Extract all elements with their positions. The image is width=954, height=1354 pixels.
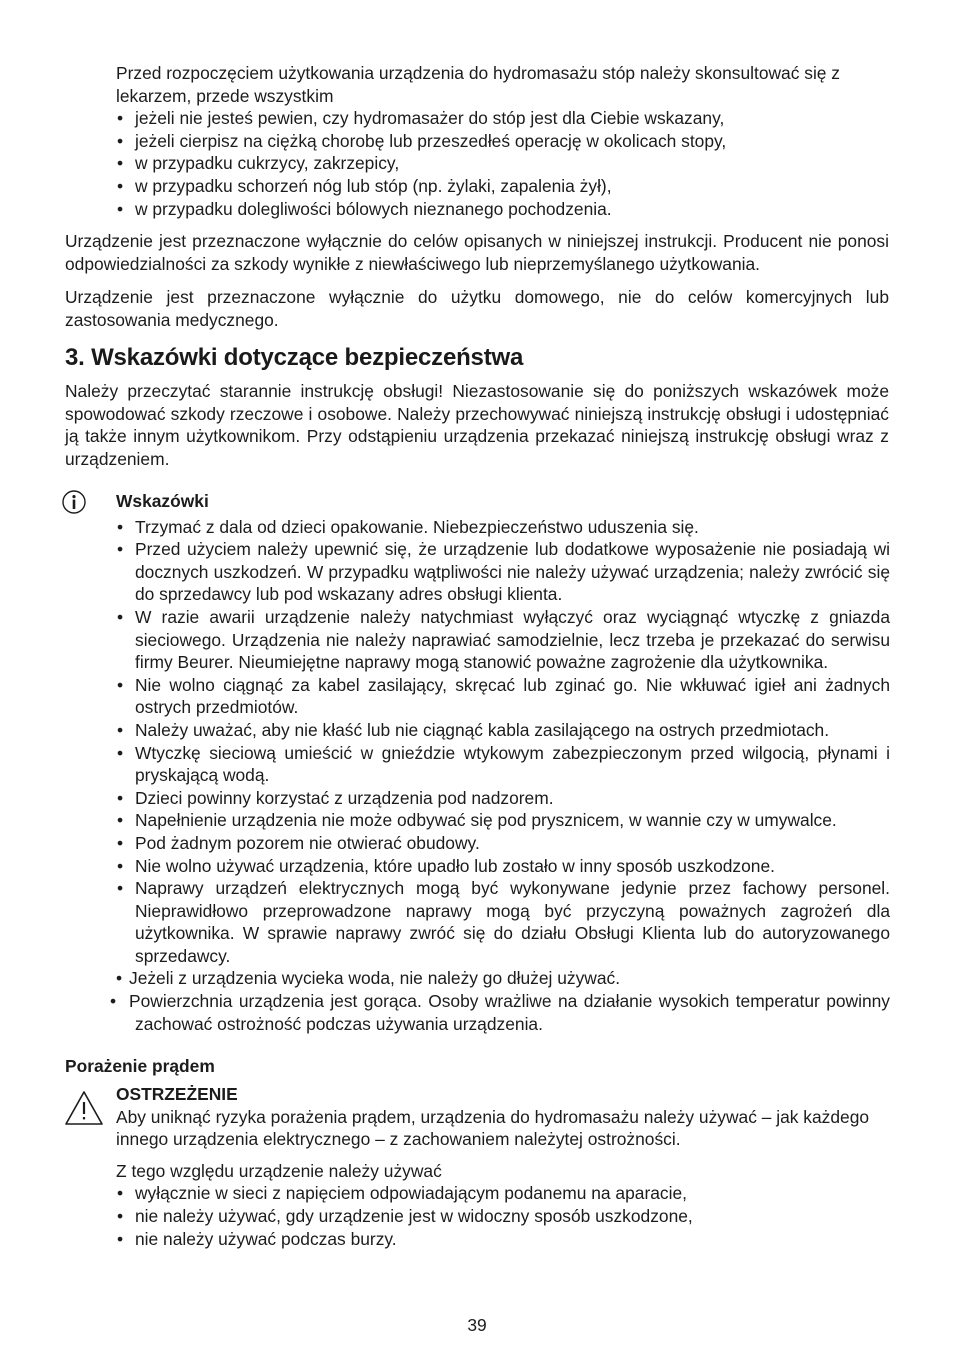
- list-item: • Nie wolno ciągnąć za kabel zasilający, skręcać lub zginać go. Nie wkłuwać igieł ani żadnych ostrych przedmiotów.: [116, 674, 890, 719]
- notes-title: Wskazówki: [116, 491, 209, 511]
- notes-list-tight: [116, 967, 890, 1035]
- list-item: • jeżeli nie jesteś pewien, czy hydromasażer do stóp jest dla Ciebie wskazany,: [116, 107, 890, 130]
- notes-list: [116, 516, 890, 968]
- list-item: • w przypadku schorzeń nóg lub stóp (np. żylaki, zapalenia żył),: [116, 175, 890, 198]
- shock-list: [116, 1182, 890, 1250]
- list-item: • Jeżeli z urządzenia wycieka woda, nie należy go dłużej używać.: [116, 967, 890, 990]
- list-item: • Pod żadnym pozorem nie otwierać obudowy.: [116, 832, 890, 855]
- purpose-paragraph: Urządzenie jest przeznaczone wyłącznie do celów opisanych w niniejszej instrukcji. Producent nie ponosi odpowiedzialności za szkody wynikłe z niewłaściwego lub nieprzemyślanego użytkowania.: [65, 231, 889, 274]
- notes-block: [116, 490, 890, 1035]
- shock-subheading: Porażenie prądem: [65, 1056, 215, 1076]
- list-item: • W razie awarii urządzenie należy natychmiast wyłączyć oraz wyciągnąć wtyczkę z gniazda sieciowego. Urządzenia nie należy naprawiać samodzielnie, lecz trzeba je przekazać do serwisu firmy Beurer. Nieumiejętne naprawy mogą stanowić poważne zagrożenie dla użytkownika.: [116, 606, 890, 674]
- home-use-paragraph: Urządzenie jest przeznaczone wyłącznie do użytku domowego, nie do celów komercyjnych lub zastosowania medycznego.: [65, 287, 889, 330]
- list-item: • Przed użyciem należy upewnić się, że urządzenie lub dodatkowe wyposażenie nie posiadają wi docznych uszkodzeń. W przypadku wątpliwości nie należy używać urządzenia; należy zwrócić się do sprzedawcy lub pod wskazany adres obsługi klienta.: [116, 538, 890, 606]
- warning-icon: [64, 1090, 104, 1126]
- list-item: • Wtyczkę sieciową umieścić w gnieździe wtykowym zabezpieczonym przed wilgocią, płynami i pryskającą wodą.: [116, 742, 890, 787]
- list-item: • nie należy używać, gdy urządzenie jest w widoczny sposób uszkodzone,: [116, 1205, 890, 1228]
- list-item: • w przypadku dolegliwości bólowych nieznanego pochodzenia.: [116, 198, 890, 221]
- list-item: • nie należy używać podczas burzy.: [116, 1228, 890, 1251]
- intro-list: [116, 107, 890, 220]
- list-item: • wyłącznie w sieci z napięciem odpowiadającym podanemu na aparacie,: [116, 1182, 890, 1205]
- list-item: • jeżeli cierpisz na ciężką chorobę lub przeszedłeś operację w okolicach stopy,: [116, 130, 890, 153]
- list-item: • Należy uważać, aby nie kłaść lub nie ciągnąć kabla zasilającego na ostrych przedmiotach.: [116, 719, 890, 742]
- list-item: • Napełnienie urządzenia nie może odbywać się pod prysznicem, w wannie czy w umywalce.: [116, 809, 890, 832]
- warning-text: Aby uniknąć ryzyka porażenia prądem, urządzenia do hydromasażu należy używać – jak każdego innego urządzenia elektrycznego – z zachowaniem należytej ostrożności.: [116, 1106, 870, 1150]
- info-icon: [62, 490, 86, 514]
- warning-title: OSTRZEŻENIE: [116, 1084, 238, 1104]
- page-number: 39: [467, 1315, 487, 1335]
- list-item: • Nie wolno używać urządzenia, które upadło lub zostało w inny sposób uszkodzone.: [116, 855, 890, 878]
- shock-lead: Z tego względu urządzenie należy używać: [116, 1160, 442, 1181]
- list-item: • Trzymać z dala od dzieci opakowanie. Niebezpieczeństwo uduszenia się.: [116, 516, 890, 539]
- intro-text: Przed rozpoczęciem użytkowania urządzenia do hydromasażu stóp należy skonsultować się z lekarzem, przede wszystkim: [116, 63, 841, 106]
- intro-block: [116, 62, 890, 220]
- list-item: • Dzieci powinny korzystać z urządzenia pod nadzorem.: [116, 787, 890, 810]
- section-intro: Należy przeczytać starannie instrukcję obsługi! Niezastosowanie się do poniższych wskazówek może spowodować szkody rzeczowe i osobowe. Należy przechowywać niniejszą instrukcję obsługi i udostępniać ją także innym użytkownikom. Przy odstąpieniu urządzenia przekazać niniejszą instrukcję obsługi wraz z urządzeniem.: [65, 381, 889, 469]
- list-item: • Naprawy urządzeń elektrycznych mogą być wykonywane jedynie przez fachowy personel. Nieprawidłowo przeprowadzone naprawy mogą być przyczyną poważnych zagrożeń dla użytkownika. W sprawie naprawy zwróć się do działu Obsługi Klienta lub do autoryzowanego sprzedawcy.: [116, 877, 890, 967]
- list-item: • w przypadku cukrzycy, zakrzepicy,: [116, 152, 890, 175]
- warning-block: [116, 1083, 890, 1250]
- section-heading: 3. Wskazówki dotyczące bezpieczeństwa: [65, 344, 524, 371]
- list-item: • Powierzchnia urządzenia jest gorąca. Osoby wrażliwe na działanie wysokich temperatur powinny zachować ostrożność podczas używania urządzenia.: [116, 990, 890, 1035]
